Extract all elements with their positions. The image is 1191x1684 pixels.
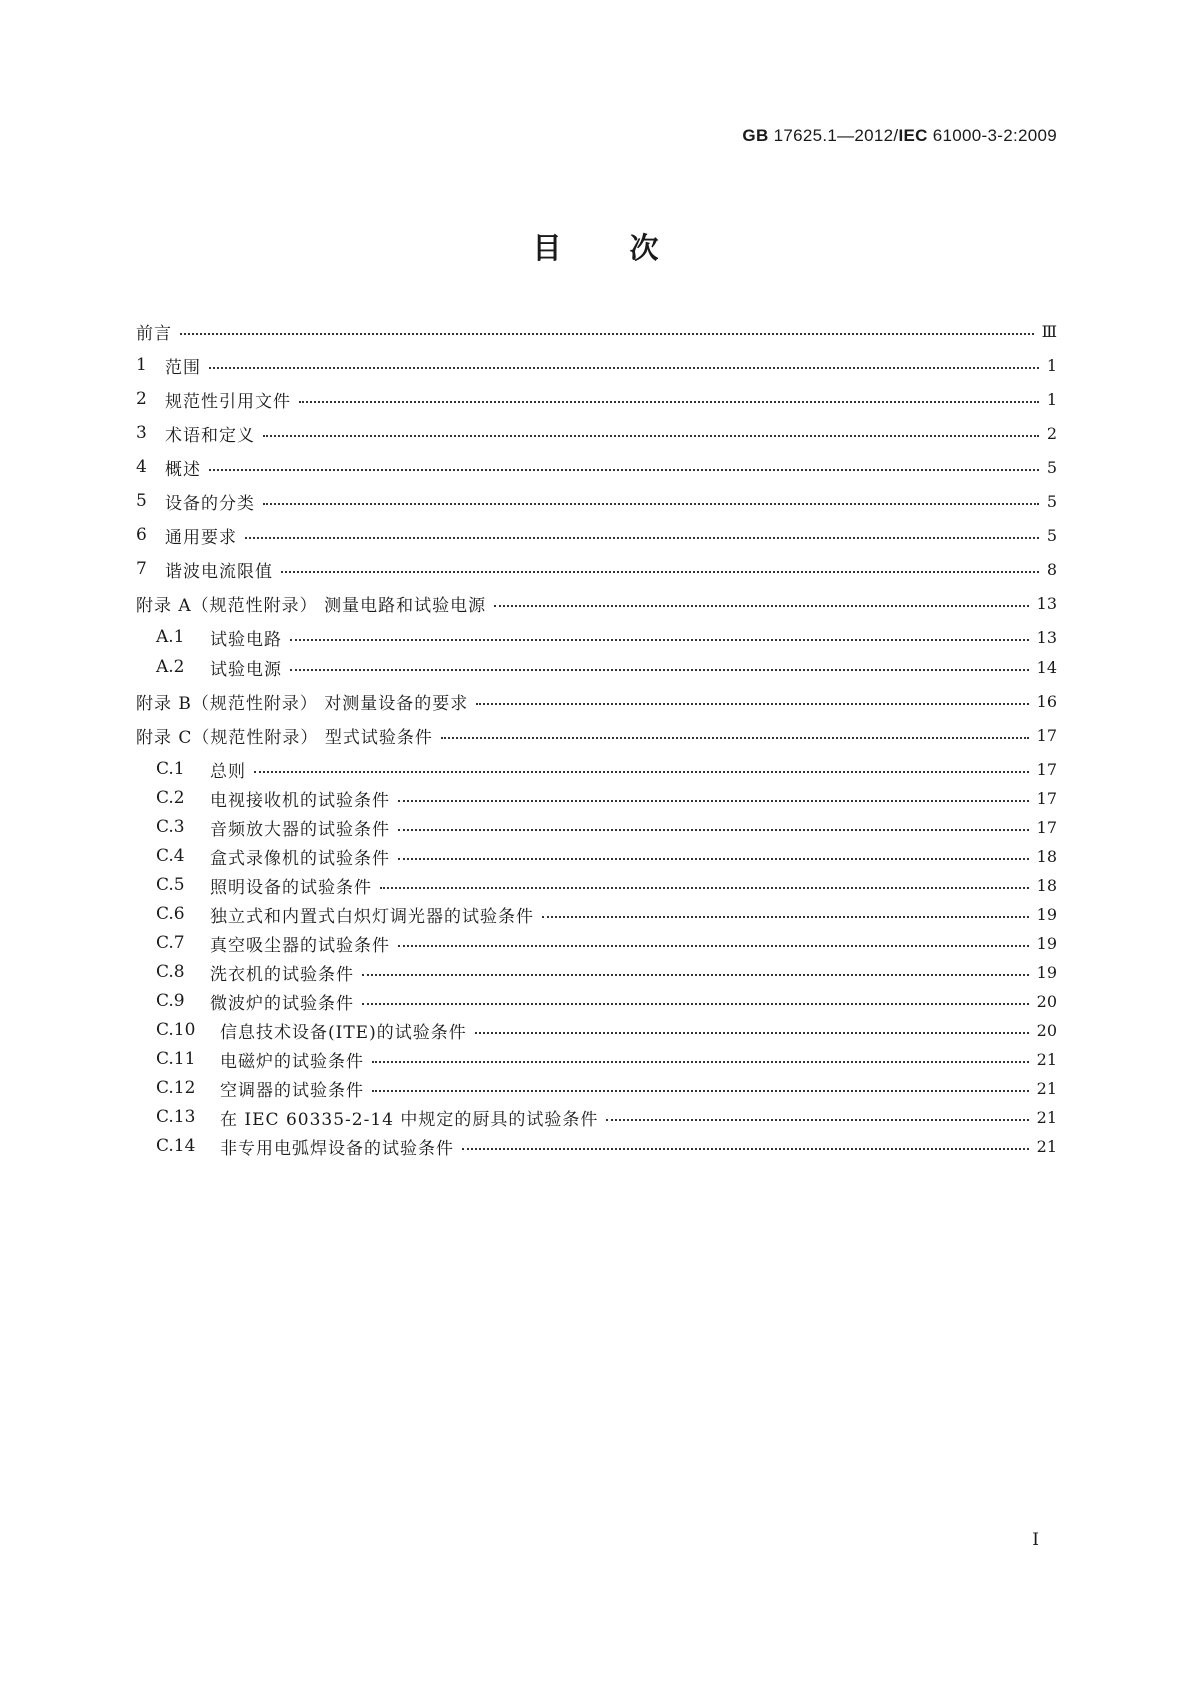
toc-page: 14	[1036, 657, 1057, 677]
toc-page: 8	[1046, 559, 1057, 579]
toc-label: 通用要求	[165, 527, 237, 548]
toc-entry-1[interactable]	[136, 353, 1057, 377]
toc-number: C.14	[156, 1136, 196, 1156]
toc-label: 附录 C（规范性附录） 型式试验条件	[136, 727, 433, 748]
iec-number: 61000-3-2:2009	[932, 126, 1057, 145]
toc-number: 2	[136, 389, 147, 409]
toc-page: 21	[1036, 1049, 1057, 1069]
toc-number: C.8	[156, 962, 185, 982]
toc-label: 规范性引用文件	[165, 391, 291, 412]
toc-entry-preface[interactable]	[136, 319, 1057, 343]
toc-number: C.4	[156, 846, 185, 866]
standard-number: 17625.1—2012/	[773, 126, 899, 145]
dot-leader	[398, 844, 1029, 868]
toc-page: 13	[1036, 627, 1057, 647]
toc-entry-c1[interactable]	[156, 757, 1057, 781]
toc-entry-c9[interactable]	[156, 989, 1057, 1013]
toc-page: 13	[1036, 593, 1057, 613]
toc-label: 真空吸尘器的试验条件	[210, 935, 390, 956]
toc-page: 16	[1036, 691, 1057, 711]
toc-page: 5	[1046, 525, 1057, 545]
dot-leader	[290, 655, 1029, 679]
toc-label: 试验电源	[210, 659, 282, 680]
dot-leader	[180, 319, 1034, 343]
dot-leader	[476, 689, 1028, 713]
toc-number: 5	[136, 491, 147, 511]
toc-number: C.7	[156, 933, 185, 953]
toc-entry-3[interactable]	[136, 421, 1057, 445]
toc-number: C.3	[156, 817, 185, 837]
dot-leader	[380, 873, 1029, 897]
toc-entry-c10[interactable]	[156, 1018, 1057, 1042]
toc-number: 4	[136, 457, 147, 477]
toc-label: 微波炉的试验条件	[210, 993, 354, 1014]
dot-leader	[254, 757, 1029, 781]
toc-label: 照明设备的试验条件	[210, 877, 372, 898]
toc-number: C.12	[156, 1078, 196, 1098]
toc-number: A.1	[156, 627, 185, 647]
dot-leader	[441, 723, 1029, 747]
toc-page: 21	[1036, 1136, 1057, 1156]
page-title: 目次	[532, 231, 727, 265]
toc-page: 17	[1036, 817, 1057, 837]
dot-leader	[372, 1047, 1029, 1071]
toc-entry-annex-a[interactable]	[136, 591, 1057, 615]
toc-label: 附录 B（规范性附录） 对测量设备的要求	[136, 693, 469, 714]
toc-label: 电磁炉的试验条件	[220, 1051, 364, 1072]
toc-page: 17	[1036, 725, 1057, 745]
toc-number: C.1	[156, 759, 185, 779]
dot-leader	[245, 523, 1039, 547]
toc-label: 电视接收机的试验条件	[210, 790, 390, 811]
toc-number: C.10	[156, 1020, 196, 1040]
toc-label: 附录 A（规范性附录） 测量电路和试验电源	[136, 595, 487, 616]
toc-entry-c8[interactable]	[156, 960, 1057, 984]
toc-page: 20	[1036, 991, 1057, 1011]
toc-entry-annex-b[interactable]	[136, 689, 1057, 713]
toc-number: C.2	[156, 788, 185, 808]
toc-page: 5	[1046, 491, 1057, 511]
toc-page: 19	[1036, 962, 1057, 982]
toc-number: C.11	[156, 1049, 196, 1069]
toc-entry-2[interactable]	[136, 387, 1057, 411]
iec-prefix: IEC	[898, 126, 928, 145]
toc-entry-c14[interactable]	[156, 1134, 1057, 1158]
toc-entry-c7[interactable]	[156, 931, 1057, 955]
toc-page: 19	[1036, 904, 1057, 924]
toc-label: 非专用电弧焊设备的试验条件	[220, 1138, 454, 1159]
toc-label: 独立式和内置式白炽灯调光器的试验条件	[210, 906, 534, 927]
page-number: I	[1032, 1530, 1039, 1550]
toc-page: 2	[1046, 423, 1057, 443]
dot-leader	[542, 902, 1029, 926]
toc-page: 1	[1046, 355, 1057, 375]
toc-label: 空调器的试验条件	[220, 1080, 364, 1101]
toc-page: 5	[1046, 457, 1057, 477]
toc-label: 术语和定义	[165, 425, 255, 446]
toc-number: C.6	[156, 904, 185, 924]
toc-number: 7	[136, 559, 147, 579]
dot-leader	[398, 931, 1029, 955]
toc-page: 1	[1046, 389, 1057, 409]
dot-leader	[263, 421, 1039, 445]
toc-entry-annex-c[interactable]	[136, 723, 1057, 747]
toc-number: C.5	[156, 875, 185, 895]
dot-leader	[372, 1076, 1029, 1100]
toc-entry-4[interactable]	[136, 455, 1057, 479]
toc-number: 1	[136, 355, 147, 375]
toc-label: 概述	[165, 459, 201, 480]
dot-leader	[362, 989, 1029, 1013]
toc-label: 总则	[210, 761, 246, 782]
toc-entry-c12[interactable]	[156, 1076, 1057, 1100]
toc-label: 在 IEC 60335-2-14 中规定的厨具的试验条件	[220, 1109, 599, 1130]
dot-leader	[290, 625, 1029, 649]
standard-prefix: GB	[742, 126, 769, 145]
toc-entry-c5[interactable]	[156, 873, 1057, 897]
dot-leader	[494, 591, 1029, 615]
toc-label: 设备的分类	[165, 493, 255, 514]
dot-leader	[606, 1105, 1028, 1129]
standard-code	[742, 126, 1057, 146]
toc-entry-5[interactable]	[136, 489, 1057, 513]
toc-entry-c13[interactable]	[156, 1105, 1057, 1129]
toc-entry-c2[interactable]	[156, 786, 1057, 810]
toc-entry-6[interactable]	[136, 523, 1057, 547]
toc-entry-c11[interactable]	[156, 1047, 1057, 1071]
toc-page: 17	[1036, 788, 1057, 808]
toc-entry-c6[interactable]	[156, 902, 1057, 926]
dot-leader	[281, 557, 1039, 581]
toc-entry-a1[interactable]	[156, 625, 1057, 649]
toc-label: 范围	[165, 357, 201, 378]
toc-label: 前言	[136, 323, 172, 344]
toc-page: 19	[1036, 933, 1057, 953]
toc-number: 6	[136, 525, 147, 545]
toc-page: 18	[1036, 846, 1057, 866]
toc-label: 信息技术设备(ITE)的试验条件	[220, 1022, 467, 1043]
toc-page: 20	[1036, 1020, 1057, 1040]
toc-label: 谐波电流限值	[165, 561, 273, 582]
toc-number: C.9	[156, 991, 185, 1011]
toc-label: 洗衣机的试验条件	[210, 964, 354, 985]
toc-label: 试验电路	[210, 629, 282, 650]
toc-entry-c3[interactable]	[156, 815, 1057, 839]
dot-leader	[362, 960, 1029, 984]
toc-page: 17	[1036, 759, 1057, 779]
dot-leader	[299, 387, 1039, 411]
toc-number: A.2	[156, 657, 185, 677]
dot-leader	[462, 1134, 1029, 1158]
toc-entry-a2[interactable]	[156, 655, 1057, 679]
toc-page: 21	[1036, 1107, 1057, 1127]
dot-leader	[475, 1018, 1029, 1042]
toc-entry-7[interactable]	[136, 557, 1057, 581]
dot-leader	[398, 815, 1029, 839]
toc-entry-c4[interactable]	[156, 844, 1057, 868]
dot-leader	[209, 455, 1039, 479]
toc-number: C.13	[156, 1107, 196, 1127]
dot-leader	[398, 786, 1029, 810]
toc-page: 21	[1036, 1078, 1057, 1098]
toc-label: 音频放大器的试验条件	[210, 819, 390, 840]
toc-number: 3	[136, 423, 147, 443]
toc-page: 18	[1036, 875, 1057, 895]
toc-page: Ⅲ	[1041, 321, 1057, 341]
dot-leader	[209, 353, 1039, 377]
dot-leader	[263, 489, 1039, 513]
toc-label: 盒式录像机的试验条件	[210, 848, 390, 869]
